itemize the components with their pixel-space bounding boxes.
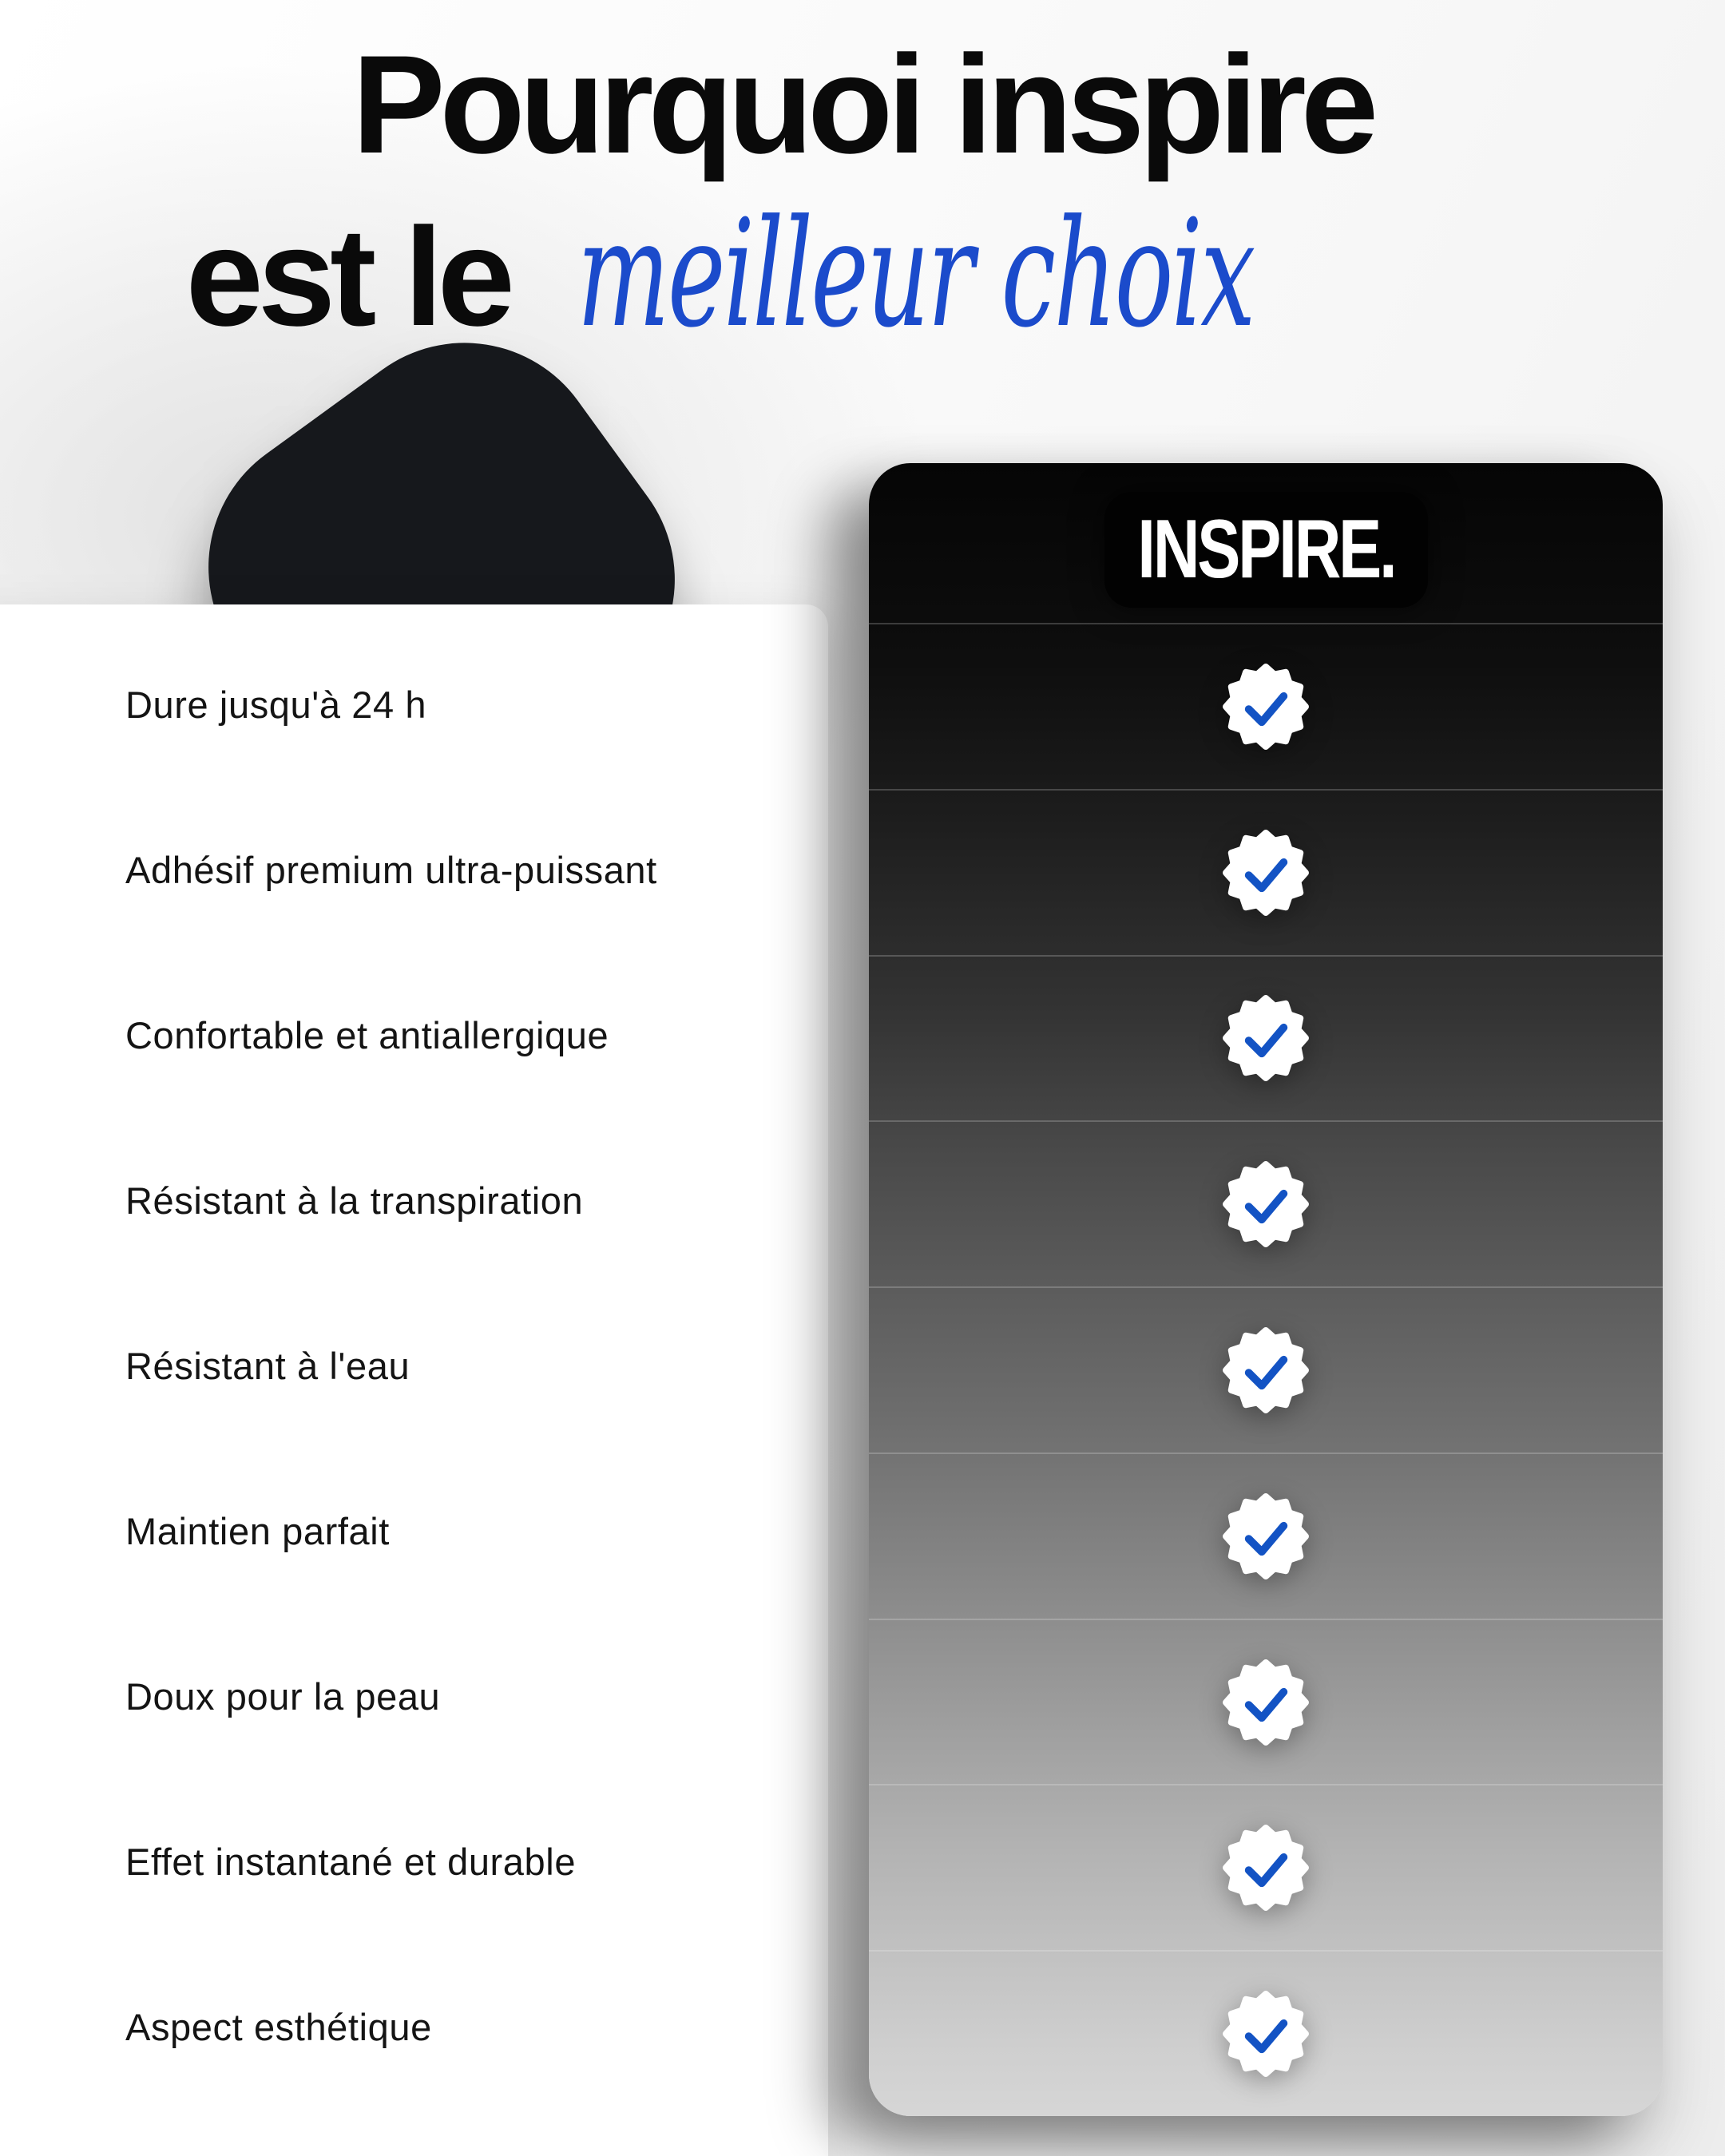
title-line-1: Pourquoi inspire (351, 27, 1374, 183)
panel-header (869, 463, 1663, 623)
verified-check-badge-icon (1221, 1159, 1311, 1249)
feature-label-row (0, 1449, 828, 1615)
feature-label: Confortable et antiallergique (125, 1014, 609, 1057)
inspire-feature-row (869, 1286, 1663, 1453)
title-line-2 (0, 188, 1725, 361)
verified-check-badge-icon (1221, 1823, 1311, 1912)
feature-label: Résistant à l'eau (125, 1345, 410, 1388)
features-list (0, 623, 828, 2110)
title-line-2-prefix: est le (185, 199, 510, 355)
feature-label-row (0, 623, 828, 788)
feature-label-row (0, 788, 828, 953)
feature-label: Doux pour la peau (125, 1675, 441, 1718)
inspire-feature-row (869, 789, 1663, 955)
feature-label: Effet instantané et durable (125, 1841, 577, 1884)
brand-wordmark: INSPIRE. (1136, 502, 1395, 596)
verified-check-badge-icon (1221, 1989, 1311, 2079)
feature-label-row (0, 1119, 828, 1284)
page-title (0, 24, 1725, 361)
feature-label: Adhésif premium ultra-puissant (125, 849, 657, 892)
inspire-feature-row (869, 1619, 1663, 1785)
feature-label-row (0, 1284, 828, 1449)
inspire-feature-row (869, 1950, 1663, 2116)
verified-check-badge-icon (1221, 1658, 1311, 1747)
inspire-feature-row (869, 1453, 1663, 1619)
title-line-2-accent: meilleur choix (577, 187, 1254, 360)
inspire-feature-row (869, 623, 1663, 789)
feature-label-row (0, 1945, 828, 2110)
verified-check-badge-icon (1221, 1326, 1311, 1415)
verified-check-badge-icon (1221, 993, 1311, 1083)
brand-logo (1104, 492, 1428, 608)
inspire-feature-row (869, 955, 1663, 1121)
feature-label-row (0, 1780, 828, 1945)
feature-label: Résistant à la transpiration (125, 1179, 584, 1223)
feature-label: Maintien parfait (125, 1510, 390, 1553)
inspire-feature-row (869, 1120, 1663, 1286)
features-card (0, 604, 828, 2156)
feature-label: Aspect esthétique (125, 2006, 432, 2049)
feature-label-row (0, 1615, 828, 1780)
feature-label-row (0, 953, 828, 1119)
verified-check-badge-icon (1221, 662, 1311, 751)
verified-check-badge-icon (1221, 828, 1311, 917)
inspire-comparison-column (869, 463, 1663, 2116)
panel-rows (869, 623, 1663, 2116)
inspire-feature-row (869, 1784, 1663, 1950)
feature-label: Dure jusqu'à 24 h (125, 684, 427, 727)
verified-check-badge-icon (1221, 1492, 1311, 1581)
